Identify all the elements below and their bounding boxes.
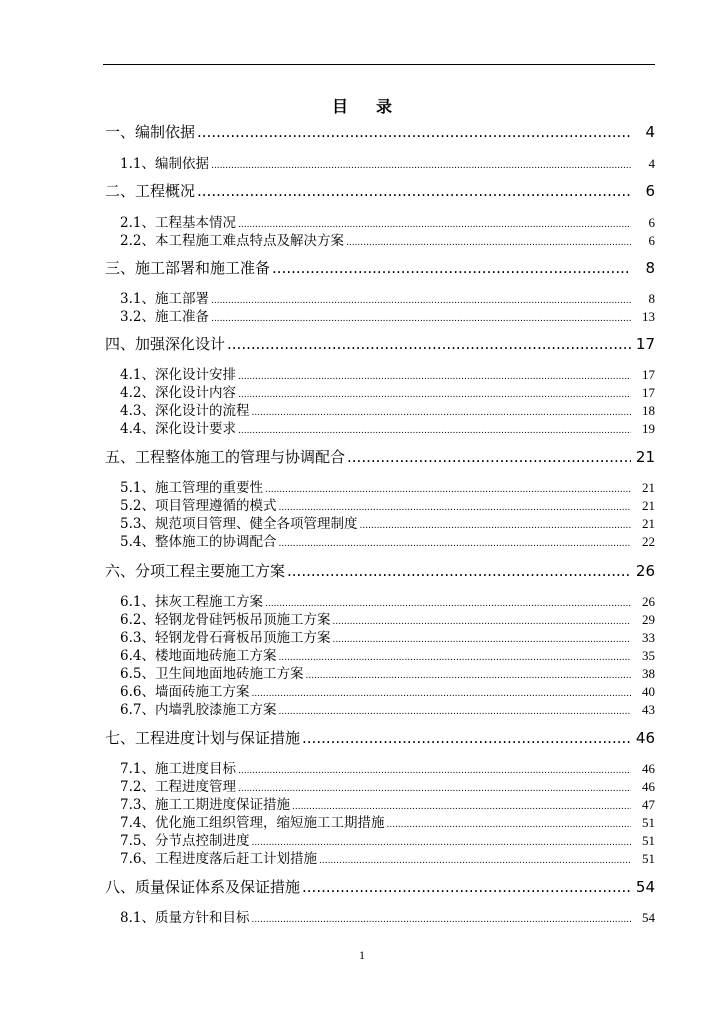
toc-chapter-entry[interactable] <box>105 121 655 142</box>
toc-dot-leader <box>319 856 631 866</box>
toc-entry-page: 13 <box>642 309 655 324</box>
toc-section-entry[interactable] <box>120 793 655 813</box>
toc-entry-label: 六、分项工程主要施工方案 <box>105 562 286 580</box>
toc-entry-label: 7.6、工程进度落后赶工计划措施 <box>120 851 317 867</box>
toc-entry-label: 5.2、项目管理遵循的模式 <box>120 498 277 514</box>
page-number: 1 <box>359 948 365 962</box>
toc-title-char: 录 <box>376 97 393 116</box>
toc-entry-label: 1.1、编制依据 <box>120 156 209 172</box>
toc-dot-leader <box>347 448 631 466</box>
toc-dot-leader <box>278 539 631 549</box>
toc-section-entry[interactable] <box>120 698 655 718</box>
toc-chapter-entry[interactable] <box>105 446 655 467</box>
toc-section-entry[interactable] <box>120 287 655 307</box>
toc-section-entry[interactable] <box>120 417 655 437</box>
toc-entry-page: 19 <box>642 421 655 436</box>
toc-section-entry[interactable] <box>120 662 655 682</box>
toc-section-entry[interactable] <box>120 775 655 795</box>
toc-entry-label: 4.1、深化设计安排 <box>120 367 236 383</box>
toc-entry-label: 5.4、整体施工的协调配合 <box>120 534 277 550</box>
toc-entry-label: 5.1、施工管理的重要性 <box>120 480 263 496</box>
toc-section-entry[interactable] <box>120 399 655 419</box>
toc-entry-page: 6 <box>648 233 655 248</box>
toc-entry-label: 8.1、质量方针和目标 <box>120 910 250 926</box>
toc-section-entry[interactable] <box>120 644 655 664</box>
toc-entry-label: 4.4、深化设计要求 <box>120 421 236 437</box>
toc-section-entry[interactable] <box>120 494 655 514</box>
toc-dot-leader <box>211 161 631 171</box>
toc-entry-page: 54 <box>635 878 655 896</box>
toc-section-entry[interactable] <box>120 530 655 550</box>
toc-entry-page: 54 <box>642 910 655 925</box>
toc-entry-page: 33 <box>642 630 655 645</box>
toc-entry-page: 51 <box>642 815 655 830</box>
toc-entry-label: 一、编制依据 <box>105 123 196 141</box>
toc-dot-leader <box>272 259 631 277</box>
toc-section-entry[interactable] <box>120 229 655 249</box>
toc-entry-page: 17 <box>642 385 655 400</box>
toc-entry-label: 七、工程进度计划与保证措施 <box>105 729 301 747</box>
toc-entry-page: 43 <box>642 702 655 717</box>
toc-section-entry[interactable] <box>120 847 655 867</box>
toc-entry-page: 21 <box>642 498 655 513</box>
toc-section-entry[interactable] <box>120 680 655 700</box>
toc-dot-leader <box>251 915 631 925</box>
toc-entry-page: 40 <box>642 684 655 699</box>
toc-entry-page: 17 <box>635 335 655 353</box>
toc-dot-leader <box>197 182 631 200</box>
toc-entry-page: 21 <box>642 480 655 495</box>
toc-title-char: 目 <box>331 97 348 116</box>
toc-entry-page: 4 <box>645 123 655 141</box>
toc-entry-label: 7.1、施工进度目标 <box>120 761 236 777</box>
toc-entry-page: 21 <box>642 516 655 531</box>
toc-entry-label: 6.1、抹灰工程施工方案 <box>120 594 263 610</box>
toc-entry-label: 3.2、施工准备 <box>120 309 209 325</box>
toc-entry-page: 46 <box>635 729 655 747</box>
toc-section-entry[interactable] <box>120 626 655 646</box>
toc-entry-page: 26 <box>642 594 655 609</box>
toc-dot-leader <box>197 123 631 141</box>
toc-entry-label: 2.1、工程基本情况 <box>120 215 236 231</box>
toc-entry-page: 4 <box>648 156 655 171</box>
toc-entry-label: 八、质量保证体系及保证措施 <box>105 878 301 896</box>
toc-entry-label: 6.5、卫生间地面地砖施工方案 <box>120 666 304 682</box>
toc-entry-page: 8 <box>648 291 655 306</box>
toc-section-entry[interactable] <box>120 512 655 532</box>
toc-chapter-entry[interactable] <box>105 876 655 897</box>
toc-section-entry[interactable] <box>120 305 655 325</box>
toc-chapter-entry[interactable] <box>105 180 655 201</box>
toc-chapter-entry[interactable] <box>105 560 655 581</box>
toc-entry-page: 6 <box>645 182 655 200</box>
toc-entry-page: 18 <box>642 403 655 418</box>
toc-dot-leader <box>302 878 631 896</box>
toc-entry-label: 三、施工部署和施工准备 <box>105 259 271 277</box>
toc-chapter-entry[interactable] <box>105 727 655 748</box>
toc-dot-leader <box>278 707 631 717</box>
toc-entry-page: 35 <box>642 648 655 663</box>
toc-dot-leader <box>302 729 631 747</box>
toc-entry-label: 4.2、深化设计内容 <box>120 385 236 401</box>
toc-entry-page: 17 <box>642 367 655 382</box>
toc-entry-page: 22 <box>642 534 655 549</box>
toc-entry-page: 38 <box>642 666 655 681</box>
toc-entry-label: 6.4、楼地面地砖施工方案 <box>120 648 277 664</box>
toc-dot-leader <box>211 314 631 324</box>
toc-entry-label: 6.7、内墙乳胶漆施工方案 <box>120 702 277 718</box>
toc-section-entry[interactable] <box>120 811 655 831</box>
toc-section-entry[interactable] <box>120 476 655 496</box>
toc-entry-label: 五、工程整体施工的管理与协调配合 <box>105 448 346 466</box>
toc-section-entry[interactable] <box>120 363 655 383</box>
toc-chapter-entry[interactable] <box>105 333 655 354</box>
toc-section-entry[interactable] <box>120 757 655 777</box>
toc-entry-label: 7.2、工程进度管理 <box>120 779 236 795</box>
toc-entry-label: 四、加强深化设计 <box>105 335 226 353</box>
toc-entry-label: 2.2、本工程施工难点特点及解决方案 <box>120 233 344 249</box>
toc-section-entry[interactable] <box>120 590 655 610</box>
toc-dot-leader <box>227 335 631 353</box>
toc-section-entry[interactable] <box>120 152 655 172</box>
toc-section-entry[interactable] <box>120 211 655 231</box>
toc-entry-label: 7.5、分节点控制进度 <box>120 833 250 849</box>
toc-entry-label: 5.3、规范项目管理、健全各项管理制度 <box>120 516 358 532</box>
toc-dot-leader <box>346 238 631 248</box>
toc-dot-leader <box>287 562 631 580</box>
toc-section-entry[interactable] <box>120 906 655 926</box>
toc-entry-page: 47 <box>642 797 655 812</box>
toc-entry-label: 6.2、轻钢龙骨硅钙板吊顶施工方案 <box>120 612 331 628</box>
toc-entry-label: 二、工程概况 <box>105 182 196 200</box>
toc-entry-page: 21 <box>635 448 655 466</box>
toc-entry-page: 8 <box>645 259 655 277</box>
toc-entry-label: 4.3、深化设计的流程 <box>120 403 250 419</box>
toc-chapter-entry[interactable] <box>105 257 655 278</box>
toc-entry-label: 3.1、施工部署 <box>120 291 209 307</box>
toc-section-entry[interactable] <box>120 381 655 401</box>
toc-dot-leader <box>238 426 631 436</box>
toc-entry-page: 51 <box>642 833 655 848</box>
toc-entry-label: 6.3、轻钢龙骨石膏板吊顶施工方案 <box>120 630 331 646</box>
toc-section-entry[interactable] <box>120 608 655 628</box>
toc-entry-page: 26 <box>635 562 655 580</box>
toc-section-entry[interactable] <box>120 829 655 849</box>
toc-entry-page: 46 <box>642 761 655 776</box>
toc-entry-page: 29 <box>642 612 655 627</box>
toc-entry-page: 6 <box>648 215 655 230</box>
toc-entry-page: 51 <box>642 851 655 866</box>
toc-entry-label: 6.6、墙面砖施工方案 <box>120 684 250 700</box>
toc-entry-label: 7.3、施工工期进度保证措施 <box>120 797 290 813</box>
toc-entry-page: 46 <box>642 779 655 794</box>
toc-entry-label: 7.4、优化施工组织管理，缩短施工工期措施 <box>120 815 385 831</box>
